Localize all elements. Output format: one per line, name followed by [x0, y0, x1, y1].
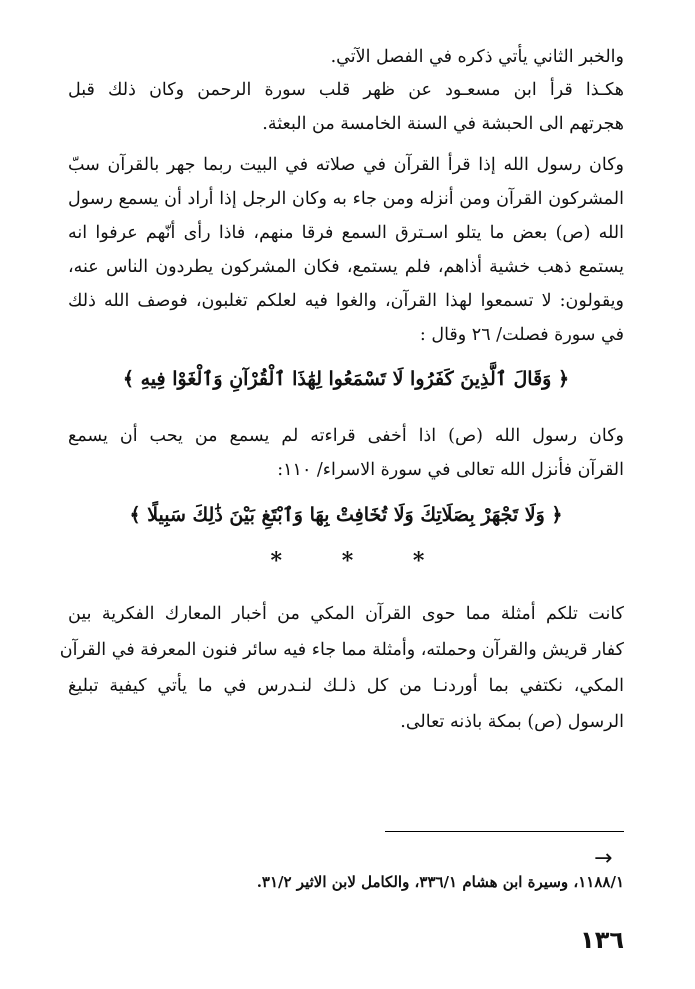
separator-star: *	[341, 548, 354, 574]
text-line: والخبر الثاني يأتي ذكره في الفصل الآتي.	[330, 47, 624, 67]
page-number: ١٣٦	[580, 926, 624, 954]
text-line: وكان رسول الله (ص) اذا أخفى قراءته لم يسمع من يحب أن يسمع	[68, 426, 624, 446]
text-line: الله (ص) بعض ما يتلو اسـترق السمع فرقا منهم، فاذا رأى أنّهم عرفوا انه	[68, 223, 624, 243]
section-separator	[0, 548, 695, 574]
separator-star: *	[412, 548, 425, 574]
text-line: وكان رسول الله إذا قرأ القرآن في صلاته في البيت ربما جهر بالقرآن سبّ	[68, 155, 624, 175]
text-line: هجرتهم الى الحبشة في السنة الخامسة من البعثة.	[262, 114, 624, 134]
text-line: يستمع ذهب خشية أذاهم، فلم يستمع، فكان المشركون يطردون الناس عنه،	[68, 257, 624, 277]
text-line: ويقولون: لا تسمعوا لهذا القرآن، والغوا فيه لعلكم تغلبون، فوصف الله ذلك	[68, 291, 624, 311]
quran-verse: ﴿ وَقَالَ ٱلَّذِينَ كَفَرُوا لَا تَسْمَعُوا لِهَٰذَا ٱلْقُرْآنِ وَٱلْغَوْا فِيهِ ﴾	[122, 368, 570, 390]
quran-verse: ﴿ وَلَا تَجْهَرْ بِصَلَاتِكَ وَلَا تُخَافِتْ بِهَا وَٱبْتَغِ بَيْنَ ذَٰلِكَ سَبِيلًا ﴾	[129, 504, 563, 526]
text-line: الرسول (ص) بمكة باذنه تعالى.	[400, 712, 624, 732]
footnote-divider	[385, 831, 624, 832]
text-line: في سورة فصلت/ ٢٦ وقال :	[419, 325, 624, 345]
text-line: المكي، نكتفي بما أوردنـا من كل ذلـك لنـدرس في ما يأتي كيفية تبليغ	[68, 676, 624, 696]
text-line: القرآن فأنزل الله تعالى في سورة الاسراء/ ١١٠:	[277, 460, 624, 480]
text-line: هكـذا قرأ ابن مسعـود عن ظهر قلب سورة الرحمن وكان ذلك قبل	[68, 80, 624, 100]
text-line: المشركون القرآن ومن أنزله ومن جاء به وكان الرجل إذا أراد أن يسمع رسول	[68, 189, 624, 209]
arrow-right-icon: →	[594, 846, 613, 871]
text-line: كفار قريش والقرآن وحملته، وأمثلة مما جاء فيه سائر فنون المعرفة في القرآن	[59, 640, 624, 660]
text-line: كانت تلكم أمثلة مما حوى القرآن المكي من أخبار المعارك الفكرية بين	[68, 604, 624, 624]
footnote: ١١٨٨/١، وسيرة ابن هشام ٣٣٦/١، والكامل لابن الاثير ٣١/٢.	[256, 873, 624, 891]
separator-star: *	[270, 548, 283, 574]
